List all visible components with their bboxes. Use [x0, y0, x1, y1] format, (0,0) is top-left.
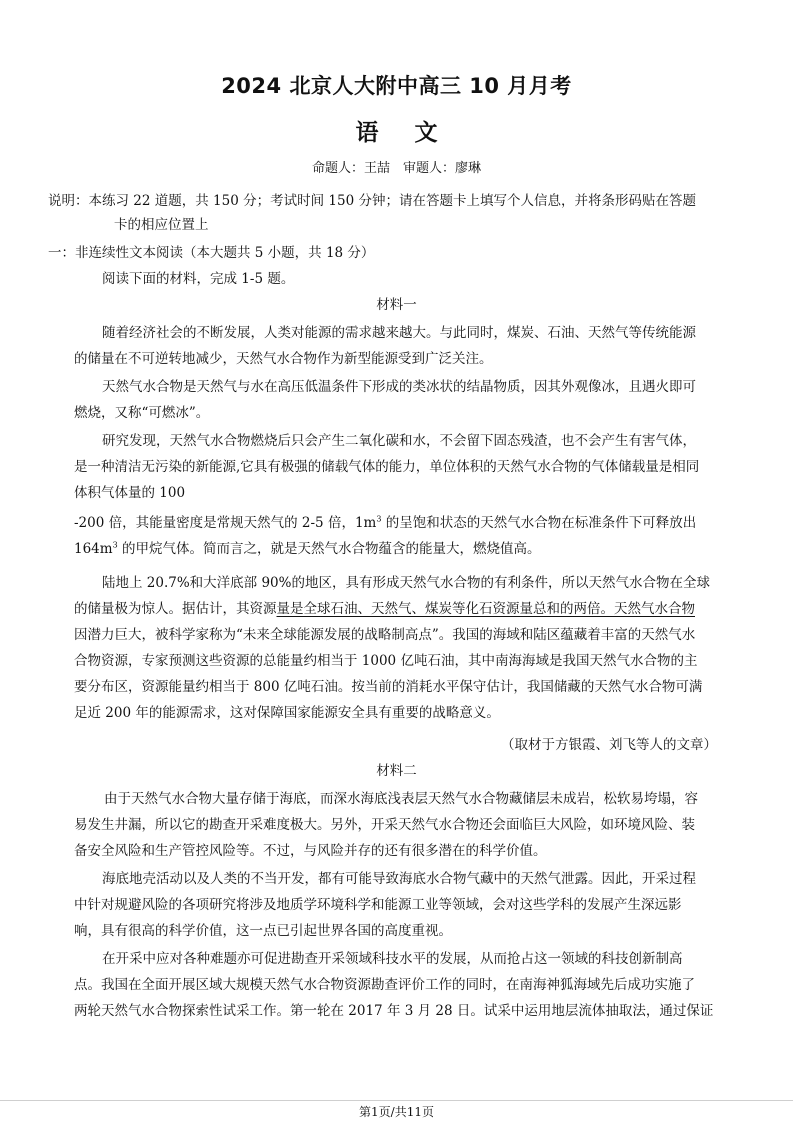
m1-p1-line-2: 的储量在不可逆转地减少，天然气水合物作为新型能源受到广泛关注。	[74, 351, 493, 367]
m1-p2-line-1: 天然气水合物是天然气与水在高压低温条件下形成的类冰状的结晶物质，因其外观像冰，且遇火即可	[102, 379, 696, 395]
material-2-label: 材料二	[376, 763, 417, 779]
page-number: 第1页/共11页	[359, 1105, 434, 1119]
m2-p3-line-3: 两轮天然气水合物探索性试采工作。第一轮在 2017 年 3 月 28 日。试采中运用地层流体抽取法，通过保证	[74, 1003, 714, 1019]
m1-p4-line-4: 合物资源，专家预测这些资源的总能量约相当于 1000 亿吨石油，其中南海海域是我国天然气水合物的主	[74, 653, 698, 669]
m1-p4-line-6: 足近 200 年的能源需求，这对保障国家能源安全具有重要的战略意义。	[74, 705, 500, 721]
m1-p3-line-4: -200 倍，其能量密度是常规天然气的 2-5 倍，$1m^3$ 的呈饱和状态的天然气水合物在标准条件下可释放出	[74, 514, 697, 531]
m2-p3-line-2: 点。我国在全面开展区域大规模天然气水合物资源勘查评价工作的同时，在南海神狐海域先后成功实施了	[74, 977, 695, 993]
m2-p1-line-1: 由于天然气水合物大量存储于海底，而深水海底浅表层天然气水合物藏储层未成岩，松软易垮塌，容	[104, 791, 698, 807]
m1-p3-line-2: 是一种清洁无污染的新能源,它具有极强的储载气体的能力，单位体积的天然气水合物的气体储载量是相同	[74, 459, 700, 475]
m1-p4-line-5: 要分布区，资源能量约相当于 800 亿吨石油。按当前的消耗水平保守估计，我国储藏的天然气水合物可满	[74, 679, 703, 695]
subject-title: 语文	[355, 120, 474, 146]
page-title: 2024 北京人大附中高三 10 月月考	[221, 74, 572, 98]
m1-p1-line-1: 随着经济社会的不断发展，人类对能源的需求越来越大。与此同时，煤炭、石油、天然气等传统能源	[102, 325, 696, 341]
material-1-source: （取材于方银霞、刘飞等人的文章）	[501, 737, 717, 753]
section-intro: 阅读下面的材料，完成 1-5 题。	[102, 271, 295, 287]
m1-p4-line-3: 因潜力巨大，被科学家称为“未来全球能源发展的战略制高点”。我国的海域和陆区蕴藏着丰富的天然气水	[74, 627, 696, 643]
authors-line: 命题人：王喆 审题人：廖琳	[311, 161, 481, 176]
m2-p2-line-1: 海底地壳活动以及人类的不当开发，都有可能导致海底水合物气藏中的天然气泄露。因此，开采过程	[102, 871, 696, 887]
m1-p3-line-3: 体积气体量的 100	[74, 485, 186, 501]
m2-p1-line-2: 易发生井漏，所以它的勘查开采难度极大。另外，开采天然气水合物还会面临巨大风险，如环境风险、装	[74, 817, 695, 833]
m1-p3-line-1: 研究发现，天然气水合物燃烧后只会产生二氧化碳和水，不会留下固态残渣，也不会产生有害气体，	[102, 433, 696, 449]
m2-p2-line-3: 响，具有很高的科学价值，这一点已引起世界各国的高度重视。	[74, 923, 452, 939]
section-heading: 一：非连续性文本阅读（本大题共 5 小题，共 18 分）	[48, 245, 375, 261]
m1-p4-line-2: 的储量极为惊人。据估计，其资源量是全球石油、天然气、煤炭等化石资源量总和的两倍。天然气水合物	[74, 601, 695, 617]
material-1-label: 材料一	[376, 297, 417, 313]
m1-p2-line-2: 燃烧，又称“可燃冰”。	[74, 405, 210, 421]
m2-p2-line-2: 中针对规避风险的各项研究将涉及地质学环境科学和能源工业等领域，会对这些学科的发展产生深远影	[74, 897, 682, 913]
m2-p1-line-3: 备安全风险和生产管控风险等。不过，与风险并存的还有很多潜在的科学价值。	[74, 843, 547, 859]
instructions-line-1: 说明：本练习 22 道题，共 150 分；考试时间 150 分钟；请在答题卡上填写个人信息，并将条形码贴在答题	[48, 193, 696, 209]
m1-p4-line-1: 陆地上 20.7%和大洋底部 90%的地区，具有形成天然气水合物的有利条件，所以天然气水合物在全球	[102, 575, 710, 591]
m2-p3-line-1: 在开采中应对各种难题亦可促进勘查开采领域科技水平的发展，从而抢占这一领域的科技创新制高	[102, 951, 683, 967]
m1-p3-line-5: $164m^3$ 的甲烷气体。简而言之，就是天然气水合物蕴含的能量大，燃烧值高。	[74, 540, 541, 557]
instructions-line-2: 卡的相应位置上	[114, 217, 209, 233]
footer-divider	[0, 1100, 793, 1101]
